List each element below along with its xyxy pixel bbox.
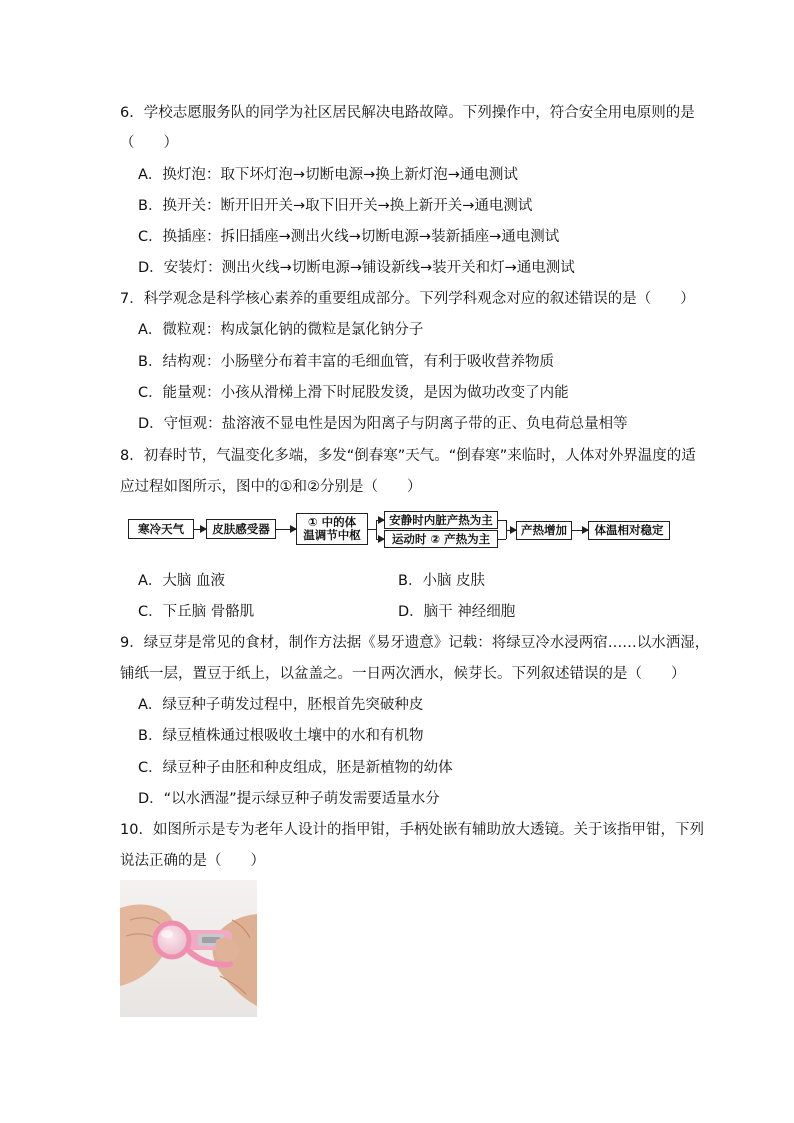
thermoregulation-flow-diagram bbox=[126, 510, 686, 558]
question-8-option-c: C．下丘脑 骨骼肌 bbox=[138, 604, 255, 620]
question-6-option-d: D．安装灯：测出火线→切断电源→铺设新线→装开关和灯→通电测试 bbox=[138, 260, 575, 276]
question-8-stem-line2: 应过程如图所示，图中的①和②分别是（ ） bbox=[120, 479, 422, 495]
question-6-stem-bracket: （ ） bbox=[120, 135, 178, 151]
question-10-stem-line2: 说法正确的是（ ） bbox=[120, 853, 265, 869]
question-8-option-a: A．大脑 血液 bbox=[138, 573, 226, 589]
question-6-stem: 6．学校志愿服务队的同学为社区居民解决电路故障。下列操作中，符合安全用电原则的是 bbox=[120, 105, 695, 121]
temp-stable-box: 体温相对稳定 bbox=[588, 521, 670, 540]
merge-connector bbox=[498, 520, 506, 521]
flow-arrow bbox=[376, 539, 384, 540]
question-7-option-a: A．微粒观：构成氯化钠的微粒是氯化钠分子 bbox=[138, 322, 424, 338]
branch-connector bbox=[376, 520, 377, 539]
question-9-stem-line2: 铺纸一层，置豆于纸上，以盆盖之。一日两次洒水，候芽长。下列叙述错误的是（ ） bbox=[120, 666, 686, 682]
heat-increase-box: 产热增加 bbox=[516, 521, 572, 540]
cold-weather-box: 寒冷天气 bbox=[128, 519, 194, 539]
flow-arrow bbox=[376, 520, 384, 521]
question-9-option-a: A．绿豆种子萌发过程中，胚根首先突破种皮 bbox=[138, 697, 424, 713]
branch-connector bbox=[368, 529, 376, 530]
question-6-option-a: A．换灯泡：取下坏灯泡→切断电源→换上新灯泡→通电测试 bbox=[138, 167, 518, 183]
question-8-stem: 8．初春时节，气温变化多端，多发“倒春寒”天气。“倒春寒”来临时，人体对外界温度的适 bbox=[120, 448, 696, 464]
flow-arrow bbox=[276, 529, 296, 530]
question-9-option-c: C．绿豆种子由胚和种皮组成，胚是新植物的幼体 bbox=[138, 760, 453, 776]
question-10-stem: 10．如图所示是专为老年人设计的指甲钳，手柄处嵌有辅助放大透镜。关于该指甲钳，下列 bbox=[120, 822, 704, 838]
question-9-option-d: D．“以水洒湿”提示绿豆种子萌发需要适量水分 bbox=[138, 791, 440, 807]
center-label-line1: ① 中的体 bbox=[307, 515, 357, 529]
flow-arrow bbox=[194, 529, 206, 530]
question-6-option-b: B．换开关：断开旧开关→取下旧开关→换上新开关→通电测试 bbox=[138, 198, 533, 214]
merge-connector bbox=[498, 539, 506, 540]
skin-receptor-box: 皮肤感受器 bbox=[206, 519, 276, 539]
question-8-option-b: B．小脑 皮肤 bbox=[398, 573, 486, 589]
exercise-heat-box: 运动时 ② 产热为主 bbox=[384, 530, 498, 548]
flow-arrow bbox=[506, 530, 516, 531]
question-7-stem: 7．科学观念是科学核心素养的重要组成部分。下列学科观念对应的叙述错误的是（ ） bbox=[120, 291, 695, 307]
rest-heat-box: 安静时内脏产热为主 bbox=[384, 511, 498, 529]
question-9-stem: 9．绿豆芽是常见的食材，制作方法据《易牙遗意》记载：将绿豆冷水浸两宿……以水洒湿， bbox=[120, 635, 710, 651]
center-label-line2: 温调节中枢 bbox=[303, 528, 361, 542]
question-7-option-c: C．能量观：小孩从滑梯上滑下时屁股发烫，是因为做功改变了内能 bbox=[138, 385, 569, 401]
nail-clipper-photo bbox=[120, 880, 257, 1017]
question-6-option-c: C．换插座：拆旧插座→测出火线→切断电源→装新插座→通电测试 bbox=[138, 229, 560, 245]
question-7-option-b: B．结构观：小肠壁分布着丰富的毛细血管，有利于吸收营养物质 bbox=[138, 354, 554, 370]
question-7-option-d: D．守恒观：盐溶液不显电性是因为阳离子与阴离子带的正、负电荷总量相等 bbox=[138, 416, 628, 432]
question-9-option-b: B．绿豆植株通过根吸收土壤中的水和有机物 bbox=[138, 728, 424, 744]
question-8-option-d: D．脑干 神经细胞 bbox=[398, 604, 516, 620]
flow-arrow bbox=[572, 530, 588, 531]
thermoregulation-center-box bbox=[296, 513, 368, 545]
